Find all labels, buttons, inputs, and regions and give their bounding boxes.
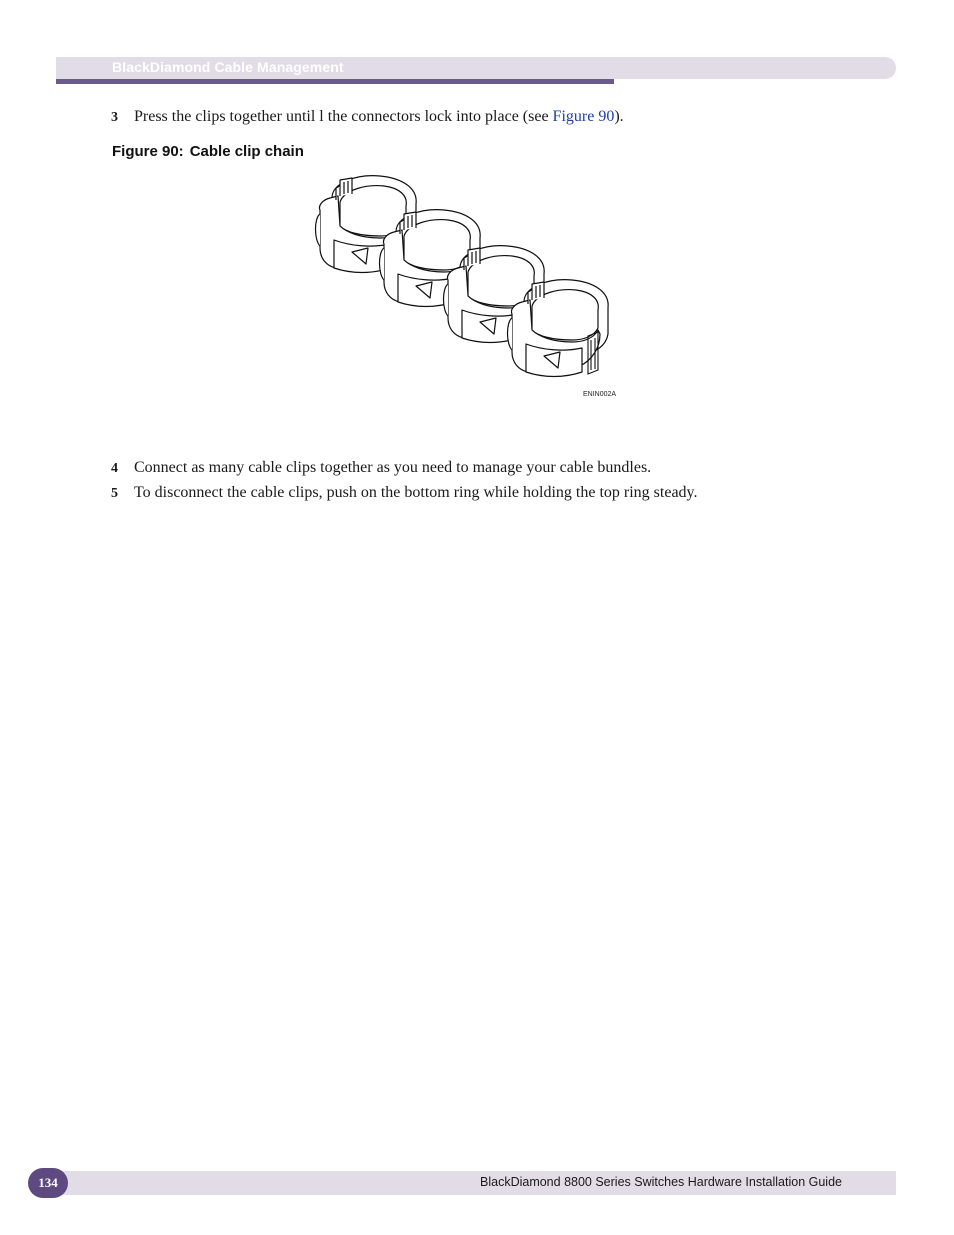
figure-label: Figure 90: [112, 143, 184, 160]
step-text [134, 108, 624, 125]
step-number: 3 [111, 110, 118, 125]
figure-title: Cable clip chain [189, 143, 304, 160]
step-3 [111, 107, 624, 128]
step-number: 5 [111, 486, 118, 501]
figure-caption [112, 143, 304, 160]
footer-doc-title: BlackDiamond 8800 Series Switches Hardware Installation Guide [480, 1175, 842, 1189]
step-text: To disconnect the cable clips, push on the bottom ring while holding the top ring steady. [134, 484, 698, 501]
figure-image-id: ENIN002A [583, 391, 617, 398]
figure-90-link[interactable]: Figure 90 [552, 108, 615, 125]
section-title: BlackDiamond Cable Management [112, 59, 344, 75]
step-text: Connect as many cable clips together as you need to manage your cable bundles. [134, 459, 652, 476]
step-5 [111, 483, 698, 504]
step-4 [111, 458, 651, 479]
step-number: 4 [111, 461, 118, 476]
header-underline [56, 79, 614, 84]
step-text-after: ). [614, 108, 624, 125]
page-number-badge: 134 [28, 1168, 68, 1198]
cable-clip-chain-illustration [310, 170, 620, 406]
step-text-before: Press the clips together until l the connectors lock into place (see [134, 108, 553, 125]
